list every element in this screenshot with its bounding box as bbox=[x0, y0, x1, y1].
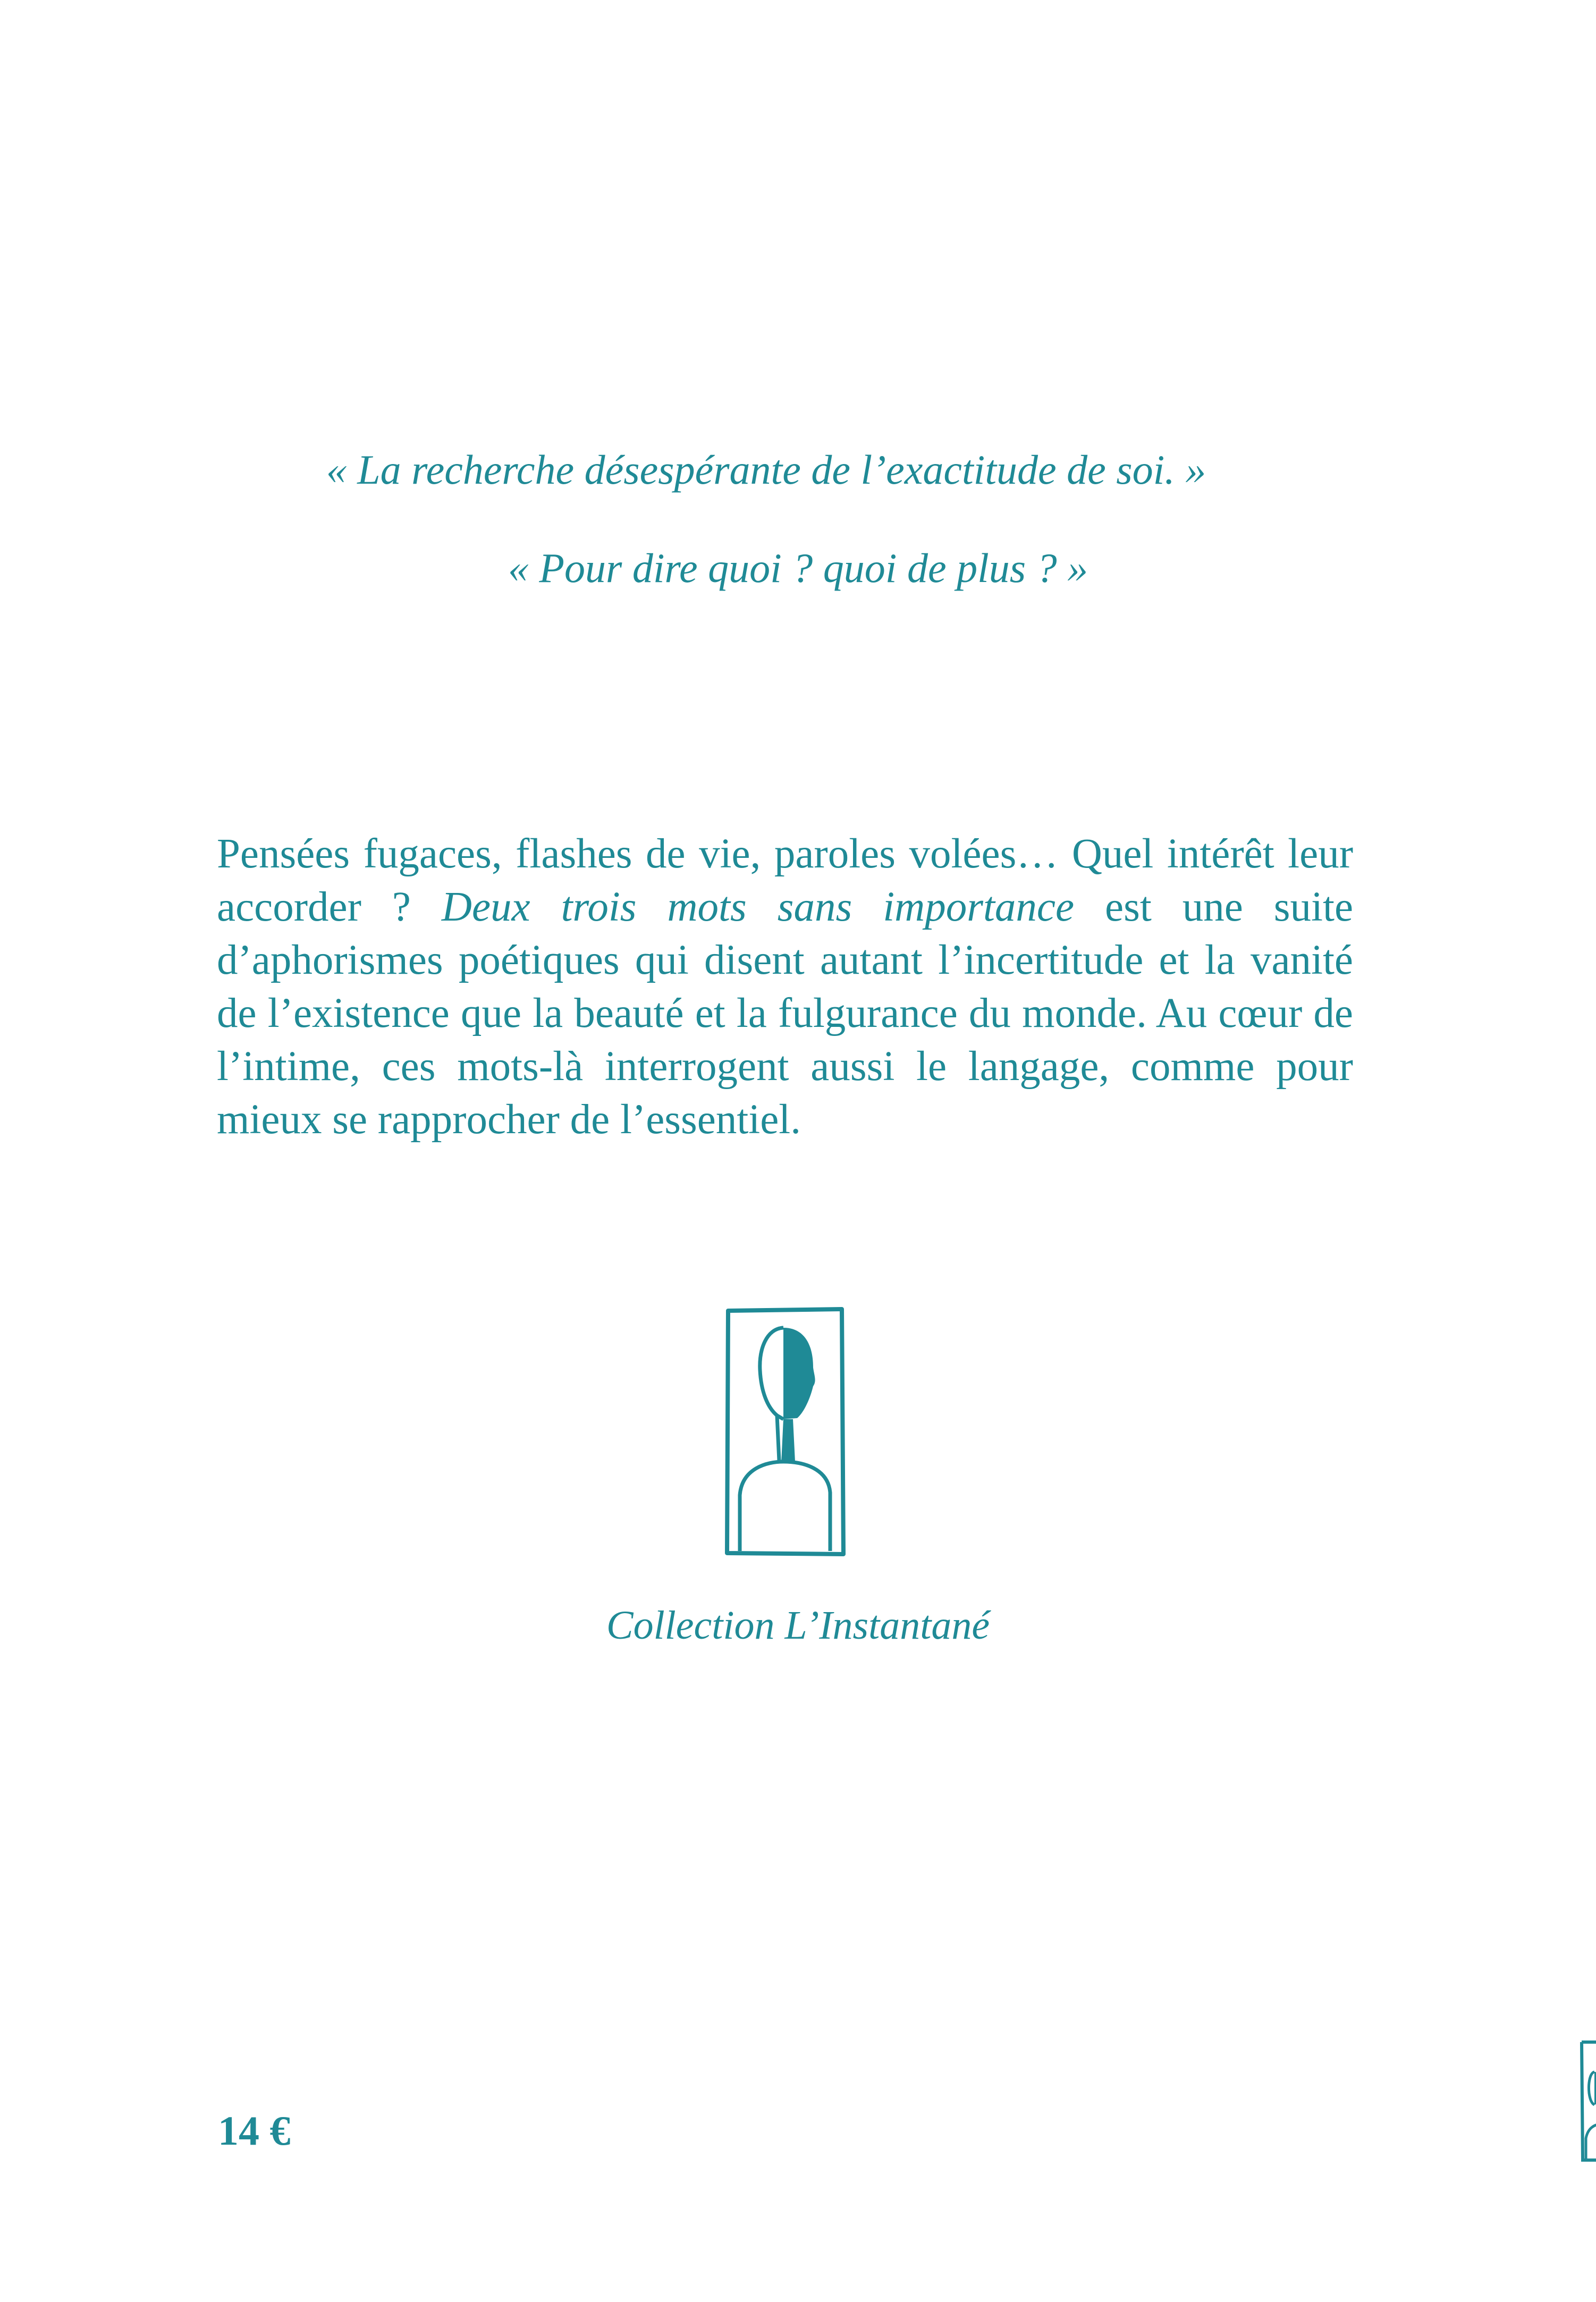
quote-first: « La recherche désespérante de l’exactitude de soi. » bbox=[326, 446, 1206, 493]
quote-second: « Pour dire quoi ? quoi de plus ? » bbox=[508, 545, 1088, 591]
blurb-part-2: est une suite d’aphorismes poétiques qui disent autant l’incertitude et la vanité de l’existence que la beauté et la fulgurance du monde. Au cœur de l’intime, ces mots-là interrogent aussi le langage, comme pour mieux se rapprocher de l’essentiel. bbox=[217, 884, 1354, 1143]
price: 14 € bbox=[218, 2107, 291, 2154]
portrait-bust-logo-icon bbox=[724, 1306, 846, 1556]
back-cover-blurb bbox=[217, 828, 1353, 1146]
spine-logo-fragment-icon bbox=[1578, 2040, 1596, 2162]
blurb-book-title: Deux trois mots sans importance bbox=[441, 884, 1075, 930]
blurb-part-1: Pensées fugaces, flashes de vie, paroles volées… Quel intérêt leur accorder ? bbox=[217, 831, 1353, 930]
collection-name: Collection L’Instantané bbox=[606, 1603, 990, 1648]
